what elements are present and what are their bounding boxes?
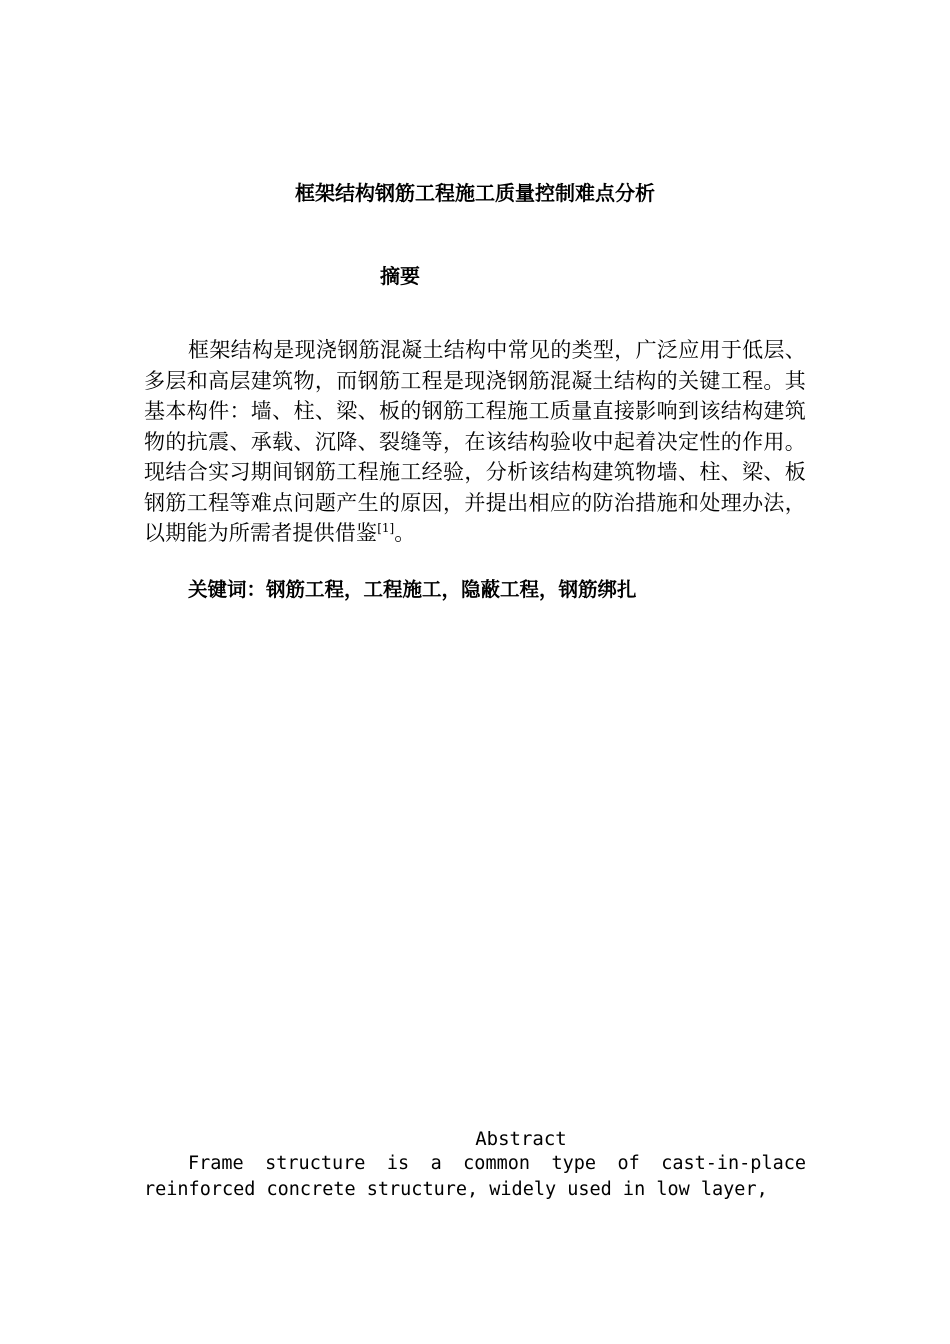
abstract-paragraph [144,335,806,549]
abstract-heading: 摘要 [380,264,420,288]
english-abstract-heading: Abstract [475,1128,567,1150]
abstract-end-punctuation: 。 [394,521,416,545]
keywords-line: 关键词：钢筋工程，工程施工，隐蔽工程，钢筋绑扎 [188,578,637,601]
abstract-text: 框架结构是现浇钢筋混凝土结构中常见的类型，广泛应用于低层、多层和高层建筑物，而钢筋工程是现浇钢筋混凝土结构的关键工程。其基本构件：墙、柱、梁、板的钢筋工程施工质量直接影响到该结构建筑物的抗震、承载、沉降、裂缝等，在该结构验收中起着决定性的作用。现结合实习期间钢筋工程施工经验，分析该结构建筑物墙、柱、梁、板钢筋工程等难点问题产生的原因，并提出相应的防治措施和处理办法，以期能为所需者提供借鉴 [144,338,806,545]
english-abstract-paragraph: Frame structure is a common type of cast-in-place reinforced concrete structure, widely used in low layer, [144,1153,806,1200]
citation-marker[interactable]: [1] [377,521,395,535]
document-title: 框架结构钢筋工程施工质量控制难点分析 [295,181,655,205]
